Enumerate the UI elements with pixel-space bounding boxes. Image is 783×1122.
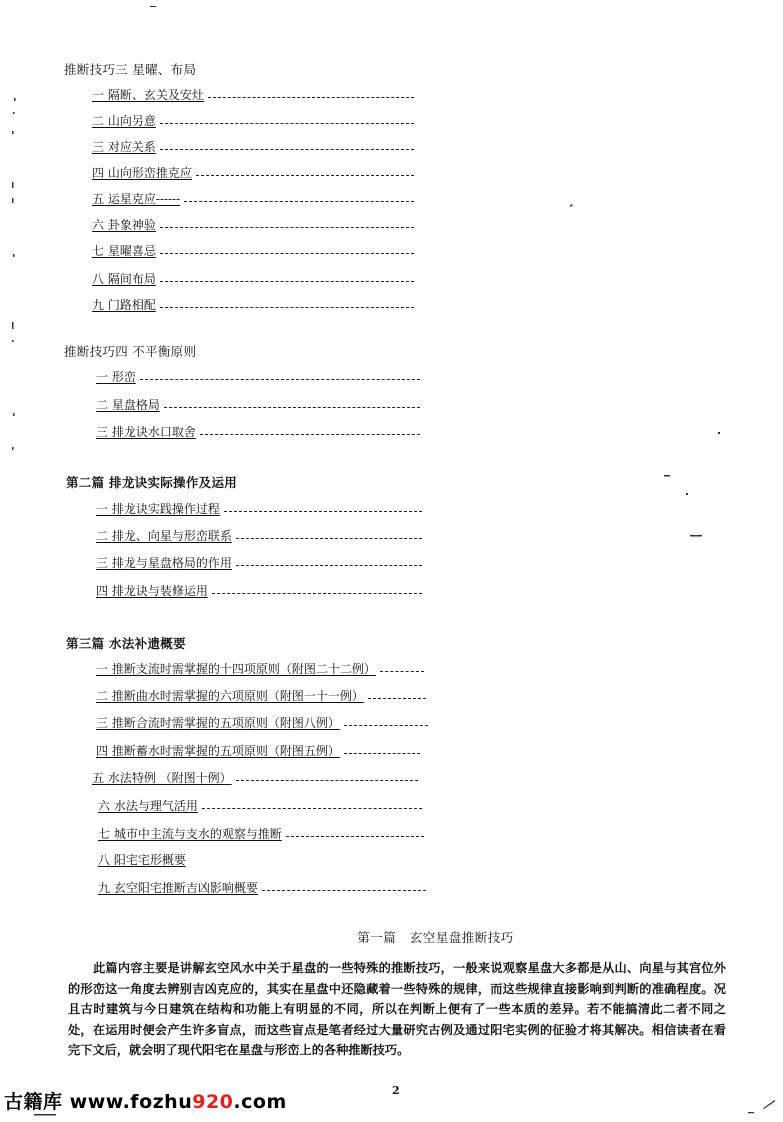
dot-leader [202,808,422,809]
scan-speck [570,204,573,207]
dot-leader [200,434,420,435]
watermark-name: 古籍库 [4,1091,63,1113]
toc-entry-label: 三 排龙诀水口取舍 [96,425,196,439]
scan-speck [12,340,14,342]
toc-entry[interactable] [96,582,422,598]
section-heading: 推断技巧三 星曜、布局 [64,62,197,77]
toc-entry-label: 四 推断蓄水时需掌握的五项原则（附图五例） [96,744,340,758]
dot-leader [380,671,424,672]
toc-entry[interactable] [96,660,424,676]
toc-entry-label: 二 推断曲水时需掌握的六项原则（附图一十一例） [96,689,364,703]
dot-leader [160,307,414,308]
dot-leader [236,780,418,781]
dot-leader [160,281,414,282]
toc-entry-label: 一 隔断、玄关及安灶 [92,88,204,102]
dot-leader [160,149,414,150]
dot-leader [224,511,422,512]
dot-leader [368,698,426,699]
toc-entry-label: 一 形峦 [96,370,136,384]
toc-entry-label: 三 排龙与星盘格局的作用 [96,556,232,570]
toc-entry[interactable] [98,797,422,813]
watermark-url-suffix: .com [233,1091,287,1113]
toc-entry-label: 一 排龙诀实践操作过程 [96,502,220,516]
scan-speck [748,1112,754,1113]
toc-entry[interactable] [98,825,424,841]
section-heading: 第三篇 水法补遗概要 [66,636,186,651]
toc-entry-label: 八 隔间布局 [92,272,156,286]
toc-entry[interactable] [98,879,426,895]
dot-leader [196,175,414,176]
toc-entry[interactable] [96,742,420,758]
chapter-name: 玄空星盘推断技巧 [409,930,514,945]
toc-entry-label: 二 排龙、向星与形峦联系 [96,529,232,543]
chapter-label: 第一篇 [357,930,397,945]
toc-entry-label: 八 阳宅宅形概要 [98,853,186,867]
dot-leader [212,593,422,594]
watermark-url-digits: 920 [192,1091,234,1113]
dot-leader [164,407,420,408]
scan-speck [664,475,670,477]
scan-speck [12,182,14,188]
toc-entry-label: 六 水法与理气活用 [98,799,198,813]
scan-speck [13,413,15,416]
watermark-logo [4,1087,287,1114]
toc-entry-label: 五 水法特例 （附图十例） [92,771,232,785]
scan-speck [34,1114,56,1116]
toc-entry[interactable] [96,527,422,543]
dot-leader [236,565,422,566]
toc-entry-label: 七 星曜喜忌 [92,244,156,258]
dot-leader [140,379,420,380]
scan-speck [12,131,14,134]
toc-entry-label: 七 城市中主流与支水的观察与推断 [98,827,282,841]
toc-entry-label: 三 推断合流时需掌握的五项原则（附图八例） [96,716,340,730]
scan-speck [13,112,15,114]
toc-entry-label: 三 对应关系 [92,140,156,154]
page-number: 2 [392,1084,400,1097]
toc-entry[interactable] [92,296,414,312]
toc-entry[interactable] [92,769,418,785]
chapter-title [0,928,783,946]
toc-entry[interactable] [96,396,420,412]
toc-entry-label: 二 山向另意 [92,114,156,128]
section-heading: 第二篇 排龙诀实际操作及运用 [66,475,238,490]
toc-entry[interactable] [92,112,414,128]
toc-entry-label: 四 排龙诀与装修运用 [96,584,208,598]
toc-entry[interactable] [92,164,414,180]
toc-entry[interactable] [92,270,414,286]
toc-entry[interactable] [96,368,420,384]
watermark-url-prefix: www.fozhu [69,1091,193,1113]
toc-entry-label: 六 卦象神验 [92,218,156,232]
scan-speck [763,1100,775,1109]
scan-speck [686,493,688,495]
toc-entry[interactable] [96,423,420,439]
toc-entry-label: 九 玄空阳宅推断吉凶影响概要 [98,881,258,895]
dot-leader [286,836,424,837]
scan-speck [690,535,702,537]
section-heading: 推断技巧四 不平衡原则 [64,344,197,359]
scan-speck [150,6,156,7]
toc-entry-label: 一 推断支流时需掌握的十四项原则（附图二十二例） [96,662,376,676]
toc-entry[interactable] [92,242,414,258]
dot-leader [344,725,428,726]
toc-entry[interactable] [96,714,428,730]
toc-entry[interactable] [98,851,202,867]
scan-speck [14,98,16,101]
toc-entry[interactable] [96,500,422,516]
toc-entry-label: 二 星盘格局 [96,398,160,412]
dot-leader [160,123,414,124]
dot-leader [344,753,420,754]
dot-leader [160,253,414,254]
dot-leader [184,201,414,202]
scan-speck [12,447,14,450]
scan-speck [12,322,14,329]
scan-speck [12,198,14,203]
dot-leader [236,538,422,539]
intro-paragraph: 此篇内容主要是讲解玄空风水中关于星盘的一些特殊的推断技巧，一般来说观察星盘大多都是从山、向星与其宫位外的形峦这一角度去辨别吉凶克应的，其实在星盘中还隐藏着一些特殊的规律，而这些规律直接影响到判断的准确程度。况且古时建筑与今日建筑在结构和功能上有明显的不同，所以在判断上便有了一些本质的差异。若不能搞清此二者不同之处，在运用时便会产生许多盲点，而这些盲点是笔者经过大量研究古例及通过阳宅实例的征验才将其解决。相信读者在看完下文后，就会明了现代阳宅在星盘与形峦上的各种推断技巧。 [68,961,726,1057]
dot-leader [160,227,414,228]
toc-entry[interactable] [96,554,422,570]
scan-speck [13,254,15,257]
toc-entry[interactable] [92,138,414,154]
dot-leader [262,890,426,891]
toc-entry-label: 九 门路相配 [92,298,156,312]
toc-entry[interactable] [92,86,414,102]
toc-entry[interactable] [92,216,414,232]
toc-entry[interactable] [96,687,426,703]
dot-leader [208,97,414,98]
toc-entry-label: 四 山向形峦推克应 [92,166,192,180]
scan-speck [718,432,720,434]
toc-entry[interactable] [92,190,414,206]
toc-entry-label: 五 运星克应------ [92,192,181,206]
